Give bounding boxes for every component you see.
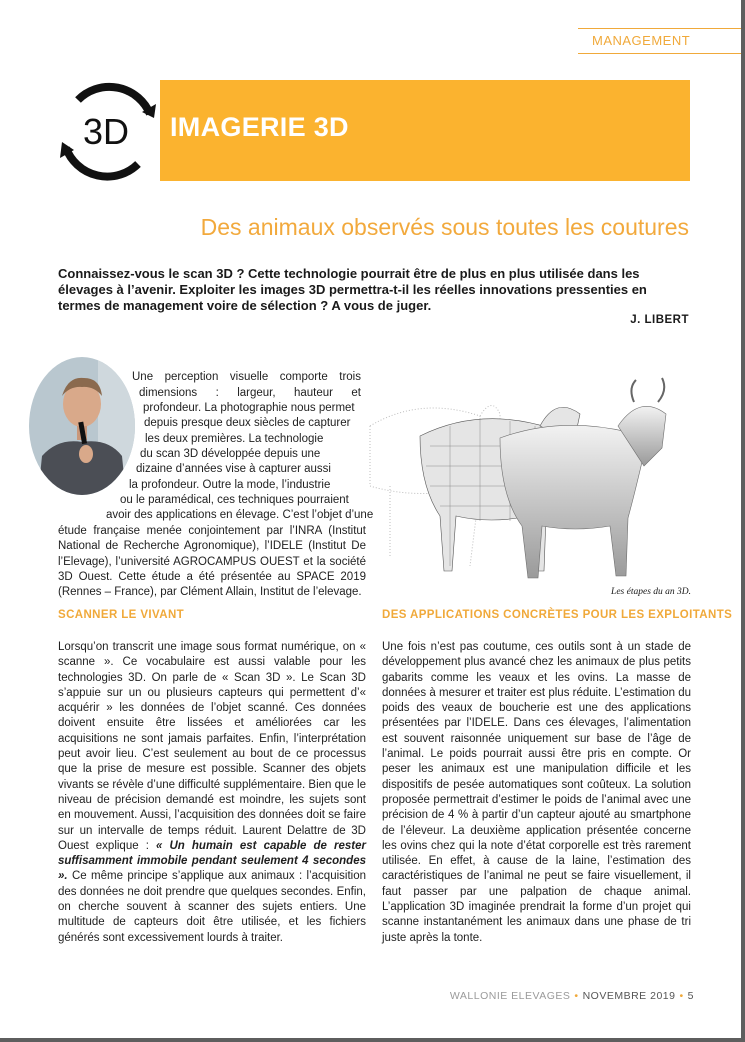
wrap-line: les deux premières. La technologie — [145, 433, 324, 445]
footer-publication: WALLONIE ELEVAGES — [449, 990, 571, 1002]
wrap-line: dimensions : largeur, hauteur et — [139, 387, 361, 399]
footer-date: NOVEMBRE 2019 — [582, 990, 676, 1002]
wrap-line: du scan 3D développée depuis une — [140, 448, 321, 460]
logo-3d-text: 3D — [82, 111, 130, 152]
page-title: IMAGERIE 3D — [170, 112, 349, 142]
section-heading-right: DES APPLICATIONS CONCRÈTES POUR LES EXPLOITANTS — [382, 609, 733, 621]
intro-paragraph: Connaissez-vous le scan 3D ? Cette technologie pourrait être de plus en plus utilisée dans les élevages à l’avenir. Exploiter les images 3D permettra-t-il les réelles innovations pressenties en termes de management voire de sélection ? A vous de juger. — [58, 266, 647, 313]
article-subtitle: Des animaux observés sous toutes les coutures — [200, 214, 689, 240]
scanner-text-b: Ce même principe s’applique aux animaux : l’acquisition des données ne doit prendre que quelques secondes. Enfin, on cherche souvent à scanner des sujets entiers. Une multitude de capteurs doit être utilisée, et les fichiers générés sont excessivement lourds à traiter. — [58, 870, 366, 944]
section-heading-left: SCANNER LE VIVANT — [58, 609, 185, 621]
scanner-paragraph — [58, 640, 366, 946]
wrap-line: Une perception visuelle comporte trois — [132, 371, 361, 383]
3d-logo-icon — [54, 78, 162, 184]
wrap-line: la profondeur. Outre la mode, l’industrie — [129, 479, 331, 491]
page-number: 5 — [687, 990, 694, 1002]
title-banner — [160, 80, 690, 181]
intro-body-paragraph: étude française menée conjointement par l’INRA (Institut National de Recherche Agronomique), l’IDELE (Institut De l’Elevage), l’université AGROCAMPUS OUEST et la société 3D Ouest. Cette étude a été présentée au SPACE 2019 (Rennes – France), par Clément Allain, Institut de l’elevage. — [58, 525, 366, 599]
speaker-portrait — [28, 356, 136, 496]
wrap-line: dizaine d’années vise à capturer aussi — [136, 463, 331, 475]
quote: « Un humain est capable de rester suffisamment immobile pendant seulement 4 secondes ». — [58, 839, 366, 883]
image-caption: Les étapes du an 3D. — [611, 587, 691, 597]
wrap-line: avoir des applications en élevage. C’est l’objet d’une — [106, 509, 374, 521]
page-footer — [0, 990, 694, 1002]
wrap-line: depuis presque deux siècles de capturer — [144, 417, 351, 429]
wrap-line: ou le paramédical, ces techniques pourraient — [120, 494, 349, 506]
footer-separator: • — [679, 990, 684, 1002]
applications-paragraph: Une fois n’est pas coutume, ces outils sont à un stade de développement plus avancé chez les animaux de plus petits gabarits comme les veaux et les ovins. La masse de données à mesurer et traiter est plus réduite. L’estimation du poids des veaux de boucherie est une des applications présentées par l’IDELE. Dans ces élevages, l’alimentation est souvent raisonnée uniquement sur base de l’âge de l’animal. Le poids pourrait aussi être pris en compte. Or peser les animaux est une manipulation difficile et les dispositifs de pesée automatiques sont coûteux. La solution proposée permettrait d’estimer le poids de l’animal avec une précision de 4 % à partir d’un capteur ajouté au smartphone de l’éleveur. La deuxième application présentée concerne les ovins chez qui la note d’état corporelle est très rarement utilisée. En effet, à cause de la laine, l’estimation des caractéristiques de l’animal ne peut se faire visuellement, il faut passer par une palpation de chaque animal. L’application 3D imaginée prendrait la forme d’un projet qui scanne instantanément les animaux dans une phase de tri juste après la tonte. — [382, 641, 691, 944]
cow-3d-stages-image — [360, 366, 698, 586]
section-tag: MANAGEMENT — [578, 28, 741, 54]
scanner-text-a: Lorsqu’on transcrit une image sous format numérique, on « scanne ». Ce vocabulaire est aussi valable pour les technologies 3D. On parle de « Scan 3D ». Le Scan 3D s’appuie sur un ou plusieurs capteurs qui permettent d’« acquérir » les données de l’objet scanné. Ces données doivent ensuite être lissées et améliorées car les acquisitions ne sont jamais parfaites. Enfin, l’interprétation peut avoir lieu. C’est seulement au bout de ce processus que la prise de mesure est possible. Scanner des objets vivants se révèle d’une difficulté supplémentaire. Bien que le niveau de précision demandé est moindre, les sujets sont en mouvement. Aussi, l’acquisition des données doit se faire sur un intervalle de temps réduit. Laurent Delattre de 3D Ouest explique : — [58, 641, 366, 852]
wrap-line: profondeur. La photographie nous permet — [143, 402, 355, 414]
author: J. LIBERT — [630, 314, 689, 326]
footer-separator: • — [574, 990, 579, 1002]
